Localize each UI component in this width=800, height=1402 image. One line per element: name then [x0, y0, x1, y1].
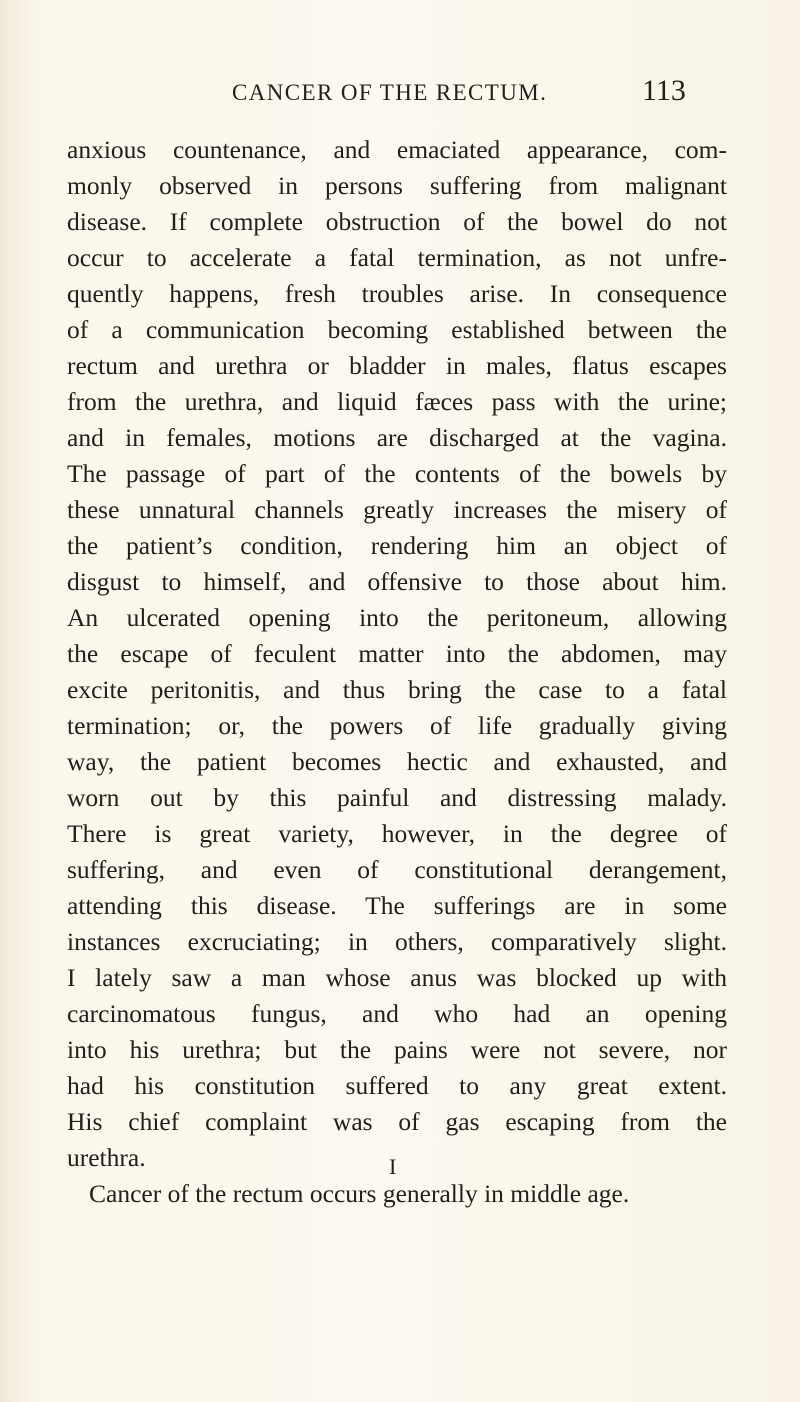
text-line: disgust to himself, and offensive to those about him. [67, 567, 727, 596]
text-line: An ulcerated opening into the peritoneum, allowing [67, 603, 727, 632]
text-line: instances excruciating; in others, comparatively slight. [67, 927, 727, 956]
text-line: the patient’s condition, rendering him an object of [67, 531, 727, 560]
body-text [67, 132, 727, 1212]
text-line: anxious countenance, and emaciated appearance, com- [67, 135, 727, 164]
text-line: termination; or, the powers of life gradually giving [67, 711, 727, 740]
text-line: There is great variety, however, in the degree of [67, 819, 727, 848]
page-header [0, 74, 800, 120]
text-line: monly observed in persons suffering from malignant [67, 171, 727, 200]
text-line: attending this disease. The sufferings are in some [67, 891, 727, 920]
text-line: the escape of feculent matter into the abdomen, may [67, 639, 727, 668]
text-line: quently happens, fresh troubles arise. In consequence [67, 279, 727, 308]
text-line: and in females, motions are discharged at the vagina. [67, 423, 727, 452]
text-line: into his urethra; but the pains were not severe, nor [67, 1035, 727, 1064]
signature-mark: I [389, 1154, 397, 1179]
text-line: His chief complaint was of gas escaping from the [67, 1107, 727, 1136]
text-line: Cancer of the rectum occurs generally in middle age. [89, 1179, 630, 1208]
text-line: of a communication becoming established between the [67, 315, 727, 344]
text-line: had his constitution suffered to any great extent. [67, 1071, 727, 1100]
text-line: worn out by this painful and distressing malady. [67, 783, 727, 812]
text-line: excite peritonitis, and thus bring the case to a fatal [67, 675, 727, 704]
text-line: these unnatural channels greatly increases the misery of [67, 495, 727, 524]
text-line: occur to accelerate a fatal termination, as not unfre- [67, 243, 727, 272]
page-number: 113 [642, 74, 686, 107]
running-title: CANCER OF THE RECTUM. [232, 80, 548, 105]
text-line: The passage of part of the contents of the bowels by [67, 459, 727, 488]
text-line: disease. If complete obstruction of the bowel do not [67, 207, 727, 236]
text-line: way, the patient becomes hectic and exhausted, and [67, 747, 727, 776]
text-line: from the urethra, and liquid fæces pass with the urine; [67, 387, 727, 416]
text-line: carcinomatous fungus, and who had an opening [67, 999, 727, 1028]
text-line: urethra. [67, 1143, 146, 1172]
text-line: rectum and urethra or bladder in males, flatus escapes [67, 351, 727, 380]
text-line: suffering, and even of constitutional derangement, [67, 855, 727, 884]
text-line: I lately saw a man whose anus was blocked up with [67, 963, 727, 992]
